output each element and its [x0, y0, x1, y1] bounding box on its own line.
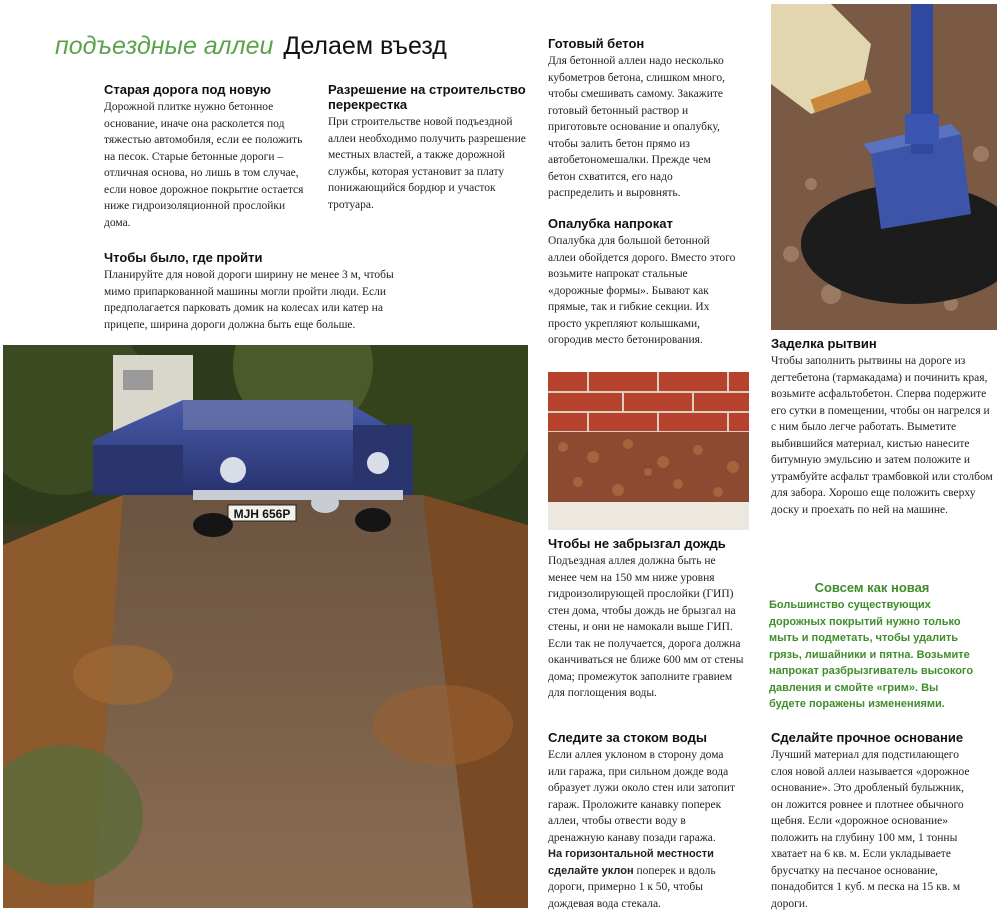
car-driveway-image — [3, 345, 528, 908]
section-text: Лучший материал для подстилающего слоя новой аллеи называется «дорожное основание». Это дробленый булыжник, он ложится ровнее и плотнее обычного щебня. Если «дорожное основание» положить на глубину 100 мм, 1 тонны хватает на 6 кв. м. Если укладываете брусчатку на песчаное основание, понадобится 1 куб. м песка на 15 кв. м дороги. — [771, 749, 970, 910]
tamper-photo — [771, 4, 997, 330]
section-formwork — [548, 216, 740, 349]
section-title: Разрешение на строительство перекрестка — [328, 82, 526, 112]
car-photo — [3, 345, 528, 908]
section-title: Опалубка напрокат — [548, 216, 673, 231]
section-text — [548, 747, 744, 912]
brick-wall-photo — [548, 372, 749, 530]
tip-text: Большинство существующих дорожных покрытий нужно только мыть и подметать, чтобы удалить грязь, лишайники и пятна. Возьмите напрокат разбрызгиватель высокого давления и смойте «грим». Вы будете поражены изменениями. — [769, 599, 974, 710]
section-text: Дорожной плитке нужно бетонное основание, иначе она расколется под тяжестью автомобиля, если ее положить на песок. Старые бетонные дороги – отличная основа, но лишь в том случае, если новое дорожное покрытие остается ниже гидроизоляционной прослойки дома. — [104, 101, 304, 229]
section-old-road — [104, 82, 312, 231]
section-title: Сделайте прочное основание — [771, 730, 964, 745]
section-title: Готовый бетон — [548, 36, 645, 51]
tip-title: Совсем как новая — [814, 580, 930, 595]
page-header — [55, 32, 447, 61]
license-plate: MJH 656P — [233, 507, 291, 521]
section-title: Чтобы не забрызгал дождь — [548, 536, 726, 551]
section-text: Для бетонной аллеи надо несколько кубометров бетона, слишком много, чтобы смешивать самому. Закажите готовый бетонный раствор и приготовьте основание и опалубку, чтобы залить бетон прямо из автобетономешалки. Прежде чем бетон схватится, его надо распределить и выровнять. — [548, 55, 725, 199]
section-text: При строительстве новой подъездной аллеи необходимо получить разрешение местных властей, а также дорожной службы, которая установит за плату понижающийся бордюр и участок тротуара. — [328, 116, 526, 211]
section-text: Опалубка для большой бетонной аллеи обойдется дорого. Вместо этого возьмите напрокат стальные «дорожные формы». Бывают как прямые, так и гибкие секции. Их просто укрепляют колышками, огородив место бетонирования. — [548, 235, 736, 346]
section-title: Старая дорога под новую — [104, 82, 271, 97]
brick-gravel-image — [548, 372, 749, 530]
tip-like-new — [769, 580, 975, 713]
section-text: Планируйте для новой дороги ширину не менее 3 м, чтобы мимо припаркованной машины могли пройти люди. Если предполагается парковать домик на колесах или катер на прицепе, ширина дороги должна быть еще больше. — [104, 269, 394, 331]
runoff-bold-lead: На горизонтальной местности сделайте уклон — [548, 848, 714, 877]
section-rain — [548, 536, 744, 702]
section-title: Следите за стоком воды — [548, 730, 707, 745]
section-permission — [328, 82, 528, 213]
section-potholes — [771, 336, 993, 518]
runoff-text: Если аллея уклоном в сторону дома или гаража, при сильном дожде вода образует лужи около стен или затопит гараж. Проложите канавку поперек аллеи, чтобы отвести воду в дренажную канаву позади гаража. — [548, 749, 735, 844]
section-text: Подъездная аллея должна быть не менее чем на 150 мм ниже уровня гидроизолирующей прослойки (ГИП) стен дома, чтобы дождь не брызгал на стены, и они не намокали выше ГИП. Если так не получается, дорога должна оканчиваться не ближе 600 мм от стены дома; промежуток заполните гравием для поглощения воды. — [548, 555, 744, 699]
section-base — [771, 730, 977, 912]
runoff-tail: поперек и вдоль дороги, примерно 1 к 50, чтобы дождевая вода стекала. — [548, 864, 716, 910]
section-title: Чтобы было, где пройти — [104, 250, 263, 265]
header-title: Делаем въезд — [283, 32, 447, 60]
pothole-repair-image — [771, 4, 997, 330]
section-title: Заделка рытвин — [771, 336, 877, 351]
section-walk — [104, 250, 394, 333]
section-runoff — [548, 730, 744, 912]
section-concrete — [548, 36, 740, 202]
section-text: Чтобы заполнить рытвины на дороге из дегтебетона (тармакадама) и починить края, возьмите асфальтобетон. Сперва подержите его сутки в помещении, чтобы он нагрелся и с ним было легче работать. Выметите выбившийся материал, кистью нанесите битумную эмульсию и затем положите и утрамбуйте асфальт трамбовкой или столбом для забора. Хорошо еще положить сверху доску и проехать по ней на машине. — [771, 355, 993, 516]
header-section: подъездные аллеи — [55, 32, 274, 60]
